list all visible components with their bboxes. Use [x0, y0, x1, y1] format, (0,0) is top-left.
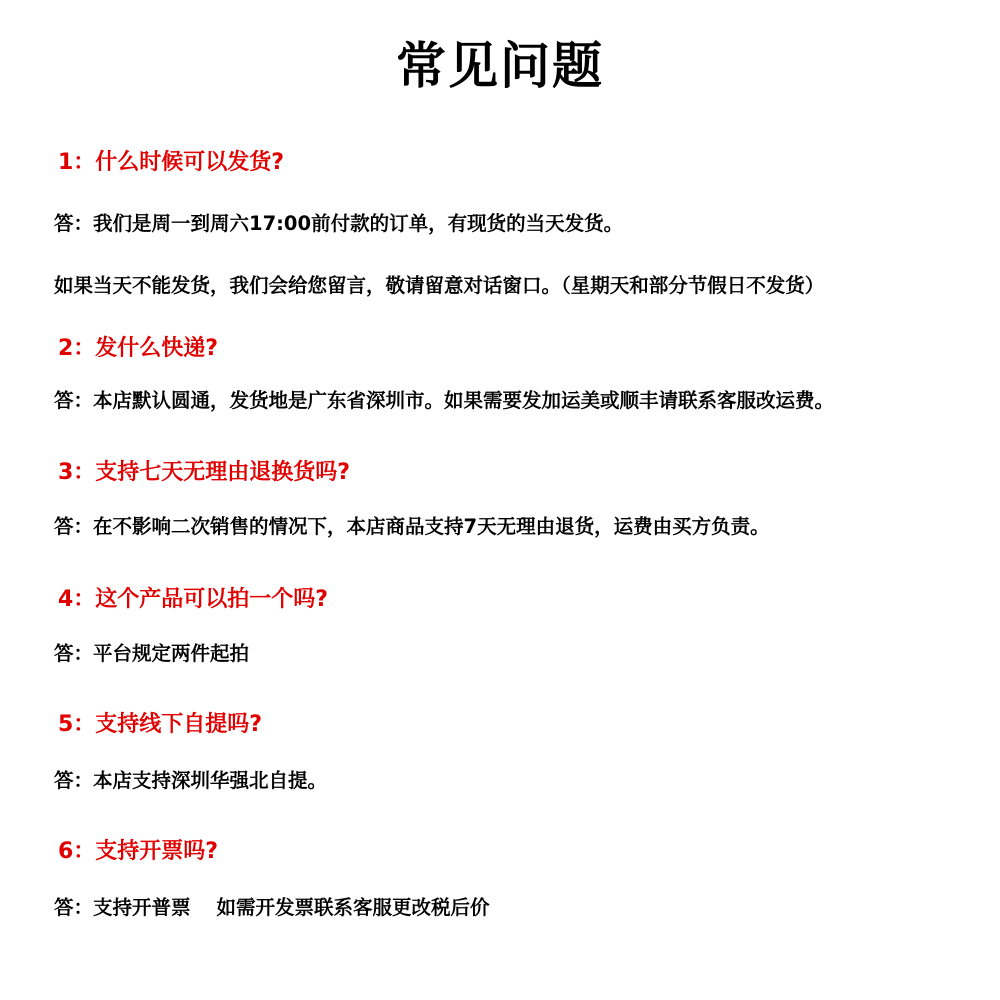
faq-question-2: 2：发什么快递?	[58, 336, 219, 361]
faq-answer-2: 答：本店默认圆通，发货地是广东省深圳市。如果需要发加运美或顺丰请联系客服改运费。	[54, 389, 835, 412]
faq-answer-5: 答：本店支持深圳华强北自提。	[54, 769, 328, 792]
faq-question-4: 4：这个产品可以拍一个吗?	[58, 587, 329, 612]
faq-answer-4: 答：平台规定两件起拍	[54, 642, 250, 665]
faq-answer-3: 答：在不影响二次销售的情况下，本店商品支持7天无理由退货，运费由买方负责。	[54, 515, 770, 538]
faq-answer-1-line-1: 答：我们是周一到周六17:00前付款的订单，有现货的当天发货。	[54, 212, 624, 235]
faq-question-1: 1：什么时候可以发货?	[58, 150, 285, 175]
faq-answer-1-line-2: 如果当天不能发货，我们会给您留言，敬请留意对话窗口。（星期天和部分节假日不发货）	[54, 274, 825, 297]
faq-question-6: 6：支持开票吗?	[58, 839, 219, 864]
page-title: 常见问题	[396, 37, 604, 95]
faq-question-3: 3：支持七天无理由退换货吗?	[58, 460, 351, 485]
faq-answer-6-part-2: 如需开发票联系客服更改税后价	[216, 896, 490, 919]
faq-answer-6-part-1: 答：支持开普票	[54, 896, 191, 919]
faq-question-5: 5：支持线下自提吗?	[58, 712, 263, 737]
faq-answer-6	[54, 892, 490, 924]
